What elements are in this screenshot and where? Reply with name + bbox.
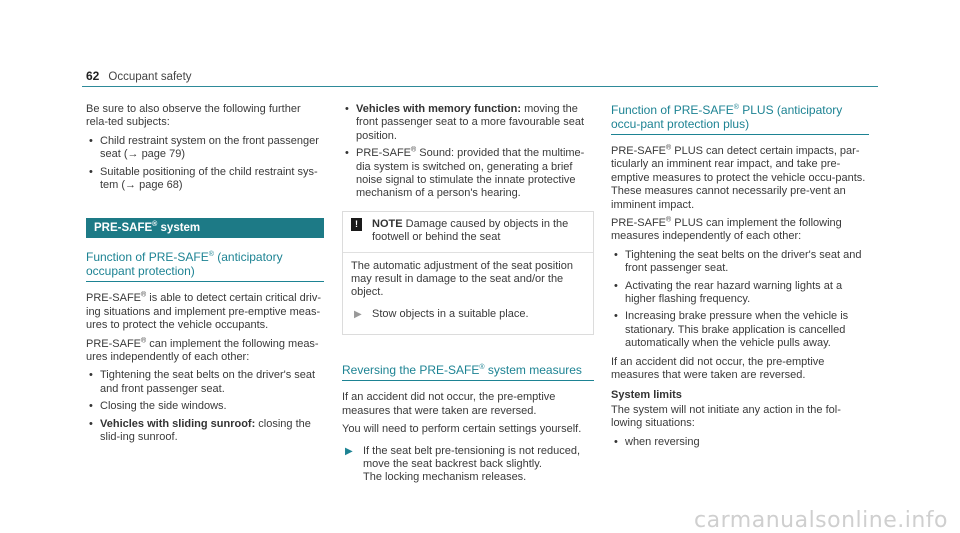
- list-item[interactable]: • Child restraint system on the front passenger seat (→ page 79): [86, 135, 324, 162]
- notice-subtitle: Damage caused by objects in the footwell or behind the seat: [372, 217, 569, 244]
- list-item: • PRE-SAFE® Sound: provided that the multime-dia system is switched on, generating a brief noise signal to stimulate the innate protective mechanism of a person's hearing.: [342, 147, 594, 201]
- list-item: • Tightening the seat belts on the driver's seat and front passenger seat.: [86, 369, 324, 396]
- header-divider: [82, 86, 878, 87]
- notice-body: [343, 253, 593, 335]
- notice-title: NOTE: [372, 217, 403, 230]
- list-item[interactable]: • Suitable positioning of the child restraint sys-tem (→ page 68): [86, 166, 324, 193]
- column-left: [86, 103, 324, 450]
- arrow-right-icon: ▶: [345, 445, 353, 457]
- limits-list: [611, 436, 869, 449]
- intro-bullet-list: [86, 135, 324, 193]
- list-item: • Activating the rear hazard warning lights at a higher flashing frequency.: [611, 280, 869, 307]
- paragraph: If an accident did not occur, the pre-emptive measures that were taken are reversed.: [611, 355, 825, 382]
- notice-action-text: Stow objects in a suitable place.: [372, 307, 529, 320]
- notice-action: [351, 308, 585, 321]
- section-heading: Reversing the PRE-SAFE® system measures: [342, 363, 594, 381]
- paragraph: PRE-SAFE® PLUS can implement the following measures independently of each other:: [611, 216, 842, 243]
- notice-box: [342, 211, 594, 335]
- sub-heading: System limits: [611, 388, 682, 401]
- section-heading: Function of PRE-SAFE® PLUS (anticipatory occu-pant protection plus): [611, 103, 869, 135]
- notice-text: The automatic adjustment of the seat position may result in damage to the seat and/or the object.: [351, 259, 573, 299]
- plus-measures-list: [611, 249, 869, 351]
- paragraph: PRE-SAFE® PLUS can detect certain impacts, par-ticularly an imminent rear impact, and take pre-emptive measures to protect the vehicle occu-pants. These measures cannot necessarily pre-vent an imminent impact.: [611, 144, 866, 211]
- watermark: carmanualsonline.info: [694, 507, 948, 533]
- list-item: • when reversing: [611, 436, 869, 449]
- section-heading: Function of PRE-SAFE® (anticipatory occupant protection): [86, 250, 324, 282]
- list-item: • Vehicles with memory function: moving the front passenger seat to a more favourable seat position.: [342, 103, 594, 143]
- measures-list: [86, 369, 324, 444]
- action-text: If the seat belt pre-tensioning is not reduced, move the seat backrest back slightly.: [363, 444, 581, 470]
- arrow-right-icon: ▶: [354, 308, 362, 320]
- paragraph: You will need to perform certain settings yourself.: [342, 423, 582, 436]
- page-header: [86, 70, 192, 84]
- intro-paragraph: Be sure to also observe the following further rela-ted subjects:: [86, 103, 301, 129]
- list-item: • Increasing brake pressure when the vehicle is stationary. This brake application is cancelled automatically when the vehicle pulls away.: [611, 310, 869, 350]
- paragraph: If an accident did not occur, the pre-emptive measures that were taken are reversed.: [342, 391, 556, 417]
- list-item: • Tightening the seat belts on the driver's seat and front passenger seat.: [611, 249, 869, 276]
- chapter-title: Occupant safety: [108, 71, 192, 83]
- measures-list-continued: [342, 103, 594, 201]
- notice-header: [343, 212, 593, 253]
- section-title-bar: PRE-SAFE® system: [86, 218, 324, 238]
- column-middle: [342, 103, 594, 490]
- paragraph: The system will not initiate any action in the fol-lowing situations:: [611, 403, 841, 430]
- paragraph: PRE-SAFE® is able to detect certain critical driv-ing situations and implement pre-emptive meas-ures to protect the vehicle occupants.: [86, 291, 322, 332]
- action-result: The locking mechanism releases.: [363, 471, 527, 484]
- warning-icon: !: [351, 218, 362, 231]
- paragraph: PRE-SAFE® can implement the following meas-ures independently of each other:: [86, 337, 319, 364]
- page-number: 62: [86, 69, 100, 83]
- column-right: [611, 103, 869, 454]
- list-item: • Vehicles with sliding sunroof: closing the slid-ing sunroof.: [86, 418, 324, 445]
- action-step: [342, 445, 594, 485]
- list-item: • Closing the side windows.: [86, 400, 324, 413]
